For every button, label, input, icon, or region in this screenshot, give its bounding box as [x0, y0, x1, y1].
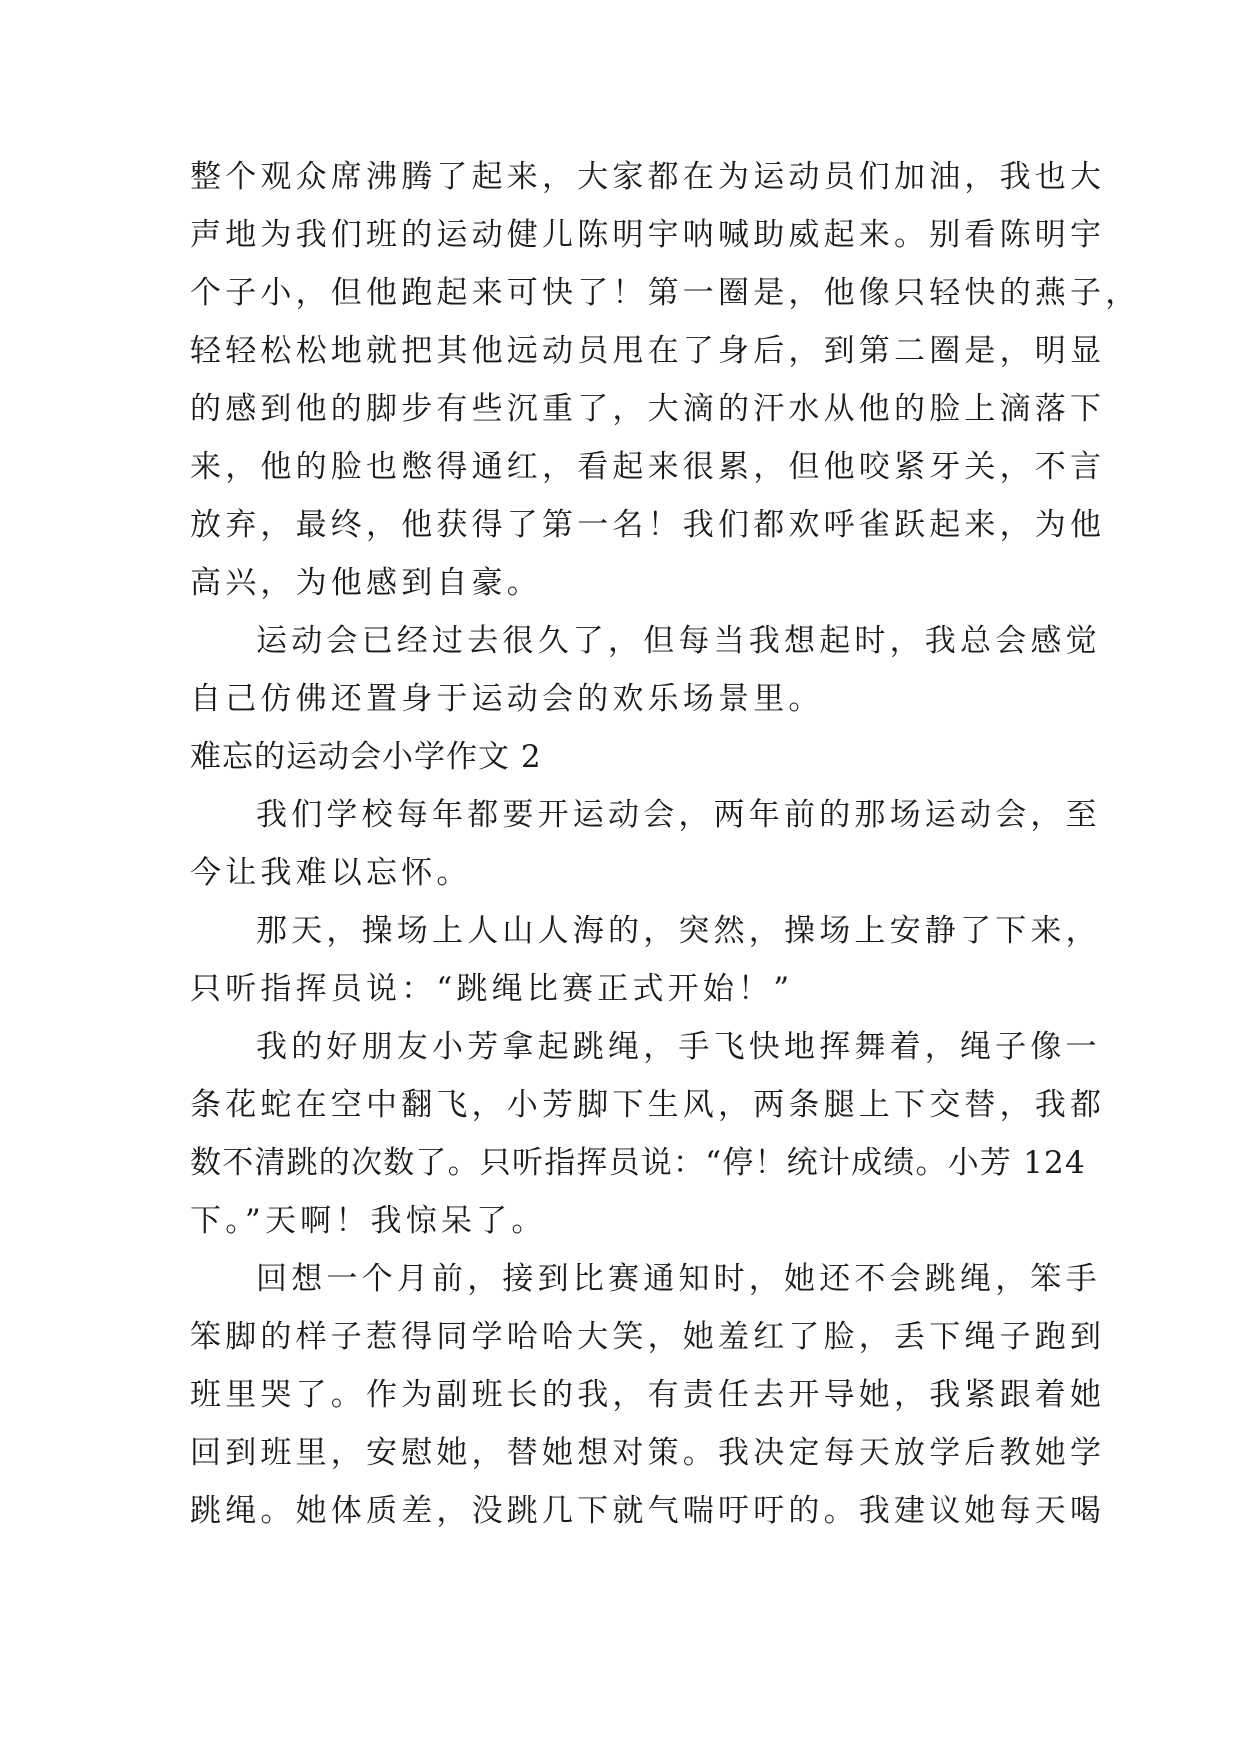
text-line: 声地为我们班的运动健儿陈明宇呐喊助威起来。别看陈明宇	[190, 217, 1106, 253]
text-line: 数不清跳的次数了。只听指挥员说：“停！统计成绩。小芳 124	[190, 1145, 1086, 1181]
text-line: 下。”天啊！我惊呆了。	[190, 1203, 547, 1239]
text-line: 自己仿佛还置身于运动会的欢乐场景里。	[190, 681, 824, 717]
text-line: 来，他的脸也憋得通红，看起来很累，但他咬紧牙关，不言	[190, 449, 1106, 485]
text-line: 整个观众席沸腾了起来，大家都在为运动员们加油，我也大	[190, 159, 1106, 195]
paragraph-start-line: 运动会已经过去很久了，但每当我想起时，我总会感觉	[256, 623, 1101, 659]
essay-body	[190, 148, 1141, 1540]
paragraph-start-line: 回想一个月前，接到比赛通知时，她还不会跳绳，笨手	[256, 1261, 1101, 1297]
text-line: 高兴，为他感到自豪。	[190, 565, 542, 601]
text-line: 轻轻松松地就把其他远动员甩在了身后，到第二圈是，明显	[190, 333, 1106, 369]
text-line: 今让我难以忘怀。	[190, 855, 472, 891]
section-heading: 难忘的运动会小学作文 2	[190, 739, 542, 775]
text-line: 笨脚的样子惹得同学哈哈大笑，她羞红了脸，丢下绳子跑到	[190, 1319, 1106, 1355]
text-line: 个子小，但他跑起来可快了！第一圈是，他像只轻快的燕子，	[190, 275, 1141, 311]
text-line: 回到班里，安慰她，替她想对策。我决定每天放学后教她学	[190, 1435, 1106, 1471]
paragraph-start-line: 我们学校每年都要开运动会，两年前的那场运动会，至	[256, 797, 1101, 833]
text-line: 只听指挥员说：“跳绳比赛正式开始！”	[190, 971, 794, 1007]
text-line: 的感到他的脚步有些沉重了，大滴的汗水从他的脸上滴落下	[190, 391, 1106, 427]
text-line: 放弃，最终，他获得了第一名！我们都欢呼雀跃起来，为他	[190, 507, 1106, 543]
paragraph-start-line: 那天，操场上人山人海的，突然，操场上安静了下来，	[256, 913, 1101, 949]
text-line: 班里哭了。作为副班长的我，有责任去开导她，我紧跟着她	[190, 1377, 1106, 1413]
text-line: 条花蛇在空中翻飞，小芳脚下生风，两条腿上下交替，我都	[190, 1087, 1106, 1123]
paragraph-start-line: 我的好朋友小芳拿起跳绳，手飞快地挥舞着，绳子像一	[256, 1029, 1101, 1065]
text-line: 跳绳。她体质差，没跳几下就气喘吁吁的。我建议她每天喝	[190, 1493, 1106, 1529]
